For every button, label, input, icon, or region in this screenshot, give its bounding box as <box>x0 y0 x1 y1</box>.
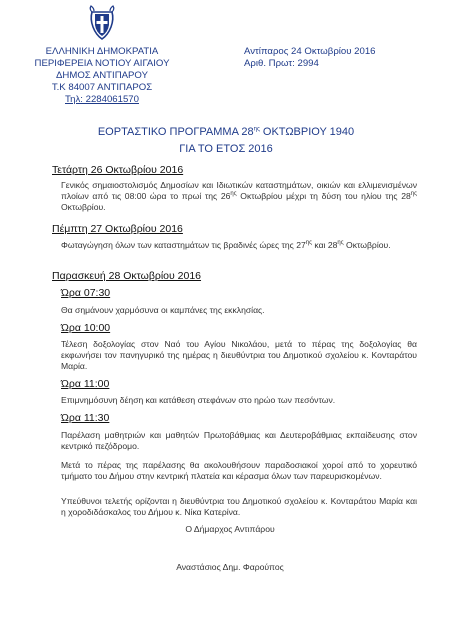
thursday-text-b: και 28 <box>312 240 338 250</box>
document-date: Αντίπαρος 24 Οκτωβρίου 2016 <box>244 46 376 57</box>
wednesday-text-c: Οκτωβρίου. <box>61 202 106 213</box>
title-line-1-text: ΕΟΡΤΑΣΤΙΚΟ ΠΡΟΓΡΑΜΜΑ 28 <box>97 126 254 138</box>
date-protocol-block <box>244 46 444 70</box>
item-1100-text: Επιμνημόσυνη δέηση και κατάθεση στεφάνων στο ηρώο των πεσόντων. <box>61 395 336 405</box>
wednesday-sup-b: ης <box>410 191 417 198</box>
title-line-1-sup: ης <box>253 126 260 133</box>
item-1130-organizers: Υπεύθυνοι τελετής ορίζονται η διευθύντρια του Δημοτικού σχολείου κ. Κονταράτου Μαρία και η χοροδιδάσκαλος του Δήμου κ. Νίκα Κατερίνα. <box>61 496 417 518</box>
day-heading-thursday: Πέμπτη 27 Οκτωβρίου 2016 <box>52 223 183 235</box>
item-1000-text: Τέλεση δοξολογίας στον Ναό του Αγίου Νικολάου, μετά το πέρας της δοξολογίας θα εκφωνήσει τον πανηγυρικό της ημέρας η διευθύντρια του Δημοτικού σχολείου κ. Κονταράτου Μαρία. <box>61 339 417 372</box>
item-0730-text: Θα σημάνουν χαρμόσυνα οι καμπάνες της εκκλησίας. <box>61 305 265 315</box>
title-line-1-suffix: ΟΚΤΩΒΡΙΟΥ 1940 <box>259 126 355 138</box>
thursday-sup-a: ης <box>305 240 312 247</box>
day-heading-friday: Παρασκευή 28 Οκτωβρίου 2016 <box>52 270 202 282</box>
wednesday-paragraph <box>61 180 417 214</box>
day-heading-wednesday: Τετάρτη 26 Οκτωβρίου 2016 <box>52 164 184 176</box>
issuer-line-1: ΕΛΛΗΝΙΚΗ ΔΗΜΟΚΡΑΤΙΑ <box>45 46 159 57</box>
issuer-block <box>22 46 182 106</box>
issuer-line-3: ΔΗΜΟΣ ΑΝΤΙΠΑΡΟΥ <box>56 70 148 81</box>
thursday-sup-b: ης <box>337 240 344 247</box>
issuer-line-2: ΠΕΡΙΦΕΡΕΙΑ ΝΟΤΙΟΥ ΑΙΓΑΙΟΥ <box>34 58 170 69</box>
item-1130-dances: Μετά το πέρας της παρέλασης θα ακολουθήσουν παραδοσιακοί χοροί από το χορευτικό τμήματο του Δήμου στην κεντρική πλατεία και κέρασμα όλων των παρευρισκομένων. <box>61 460 417 482</box>
issuer-phone: Τηλ: 2284061570 <box>65 94 139 105</box>
document-title <box>40 124 412 158</box>
issuer-line-4: Τ.Κ 84007 ΑΝΤΙΠΑΡΟΣ <box>51 82 153 93</box>
wednesday-sup-a: ης <box>230 191 237 198</box>
signature-role: Ο Δήμαρχος Αντιπάρου <box>185 524 275 534</box>
greek-coat-of-arms-icon <box>86 5 118 41</box>
protocol-number: Αριθ. Πρωτ: 2994 <box>244 58 319 69</box>
thursday-paragraph <box>61 240 417 251</box>
wednesday-text-a: Γενικός σημαιοστολισμός Δημοσίων και Ιδιωτικών καταστημάτων, οικιών και ελλιμενισμένων πλοίων από τις 08:00 ώρα το πρωί της 26 <box>61 180 417 202</box>
signature-name: Αναστάσιος Δημ. Φαρούπος <box>176 562 284 572</box>
thursday-text-c: Οκτωβρίου. <box>343 240 391 250</box>
thursday-text-a: Φωταγώγηση όλων των καταστημάτων τις βραδινές ώρες της 27 <box>61 240 306 250</box>
title-line-2: ΓΙΑ ΤΟ ΕΤΟΣ 2016 <box>179 143 273 155</box>
item-1130-parade: Παρέλαση μαθητριών και μαθητών Πρωτοβάθμιας και Δευτεροβάθμιας εκπαίδευσης στον κεντρικό πεζόδρομο. <box>61 430 417 452</box>
title-line-1 <box>40 124 412 141</box>
wednesday-text-b: Οκτωβρίου μέχρι τη δύση του ηλίου της 28 <box>236 191 411 202</box>
time-1000: Ώρα 10:00 <box>61 322 111 334</box>
time-1100: Ώρα 11:00 <box>61 378 110 390</box>
time-0730: Ώρα 07:30 <box>61 287 111 299</box>
time-1130: Ώρα 11:30 <box>61 412 110 424</box>
